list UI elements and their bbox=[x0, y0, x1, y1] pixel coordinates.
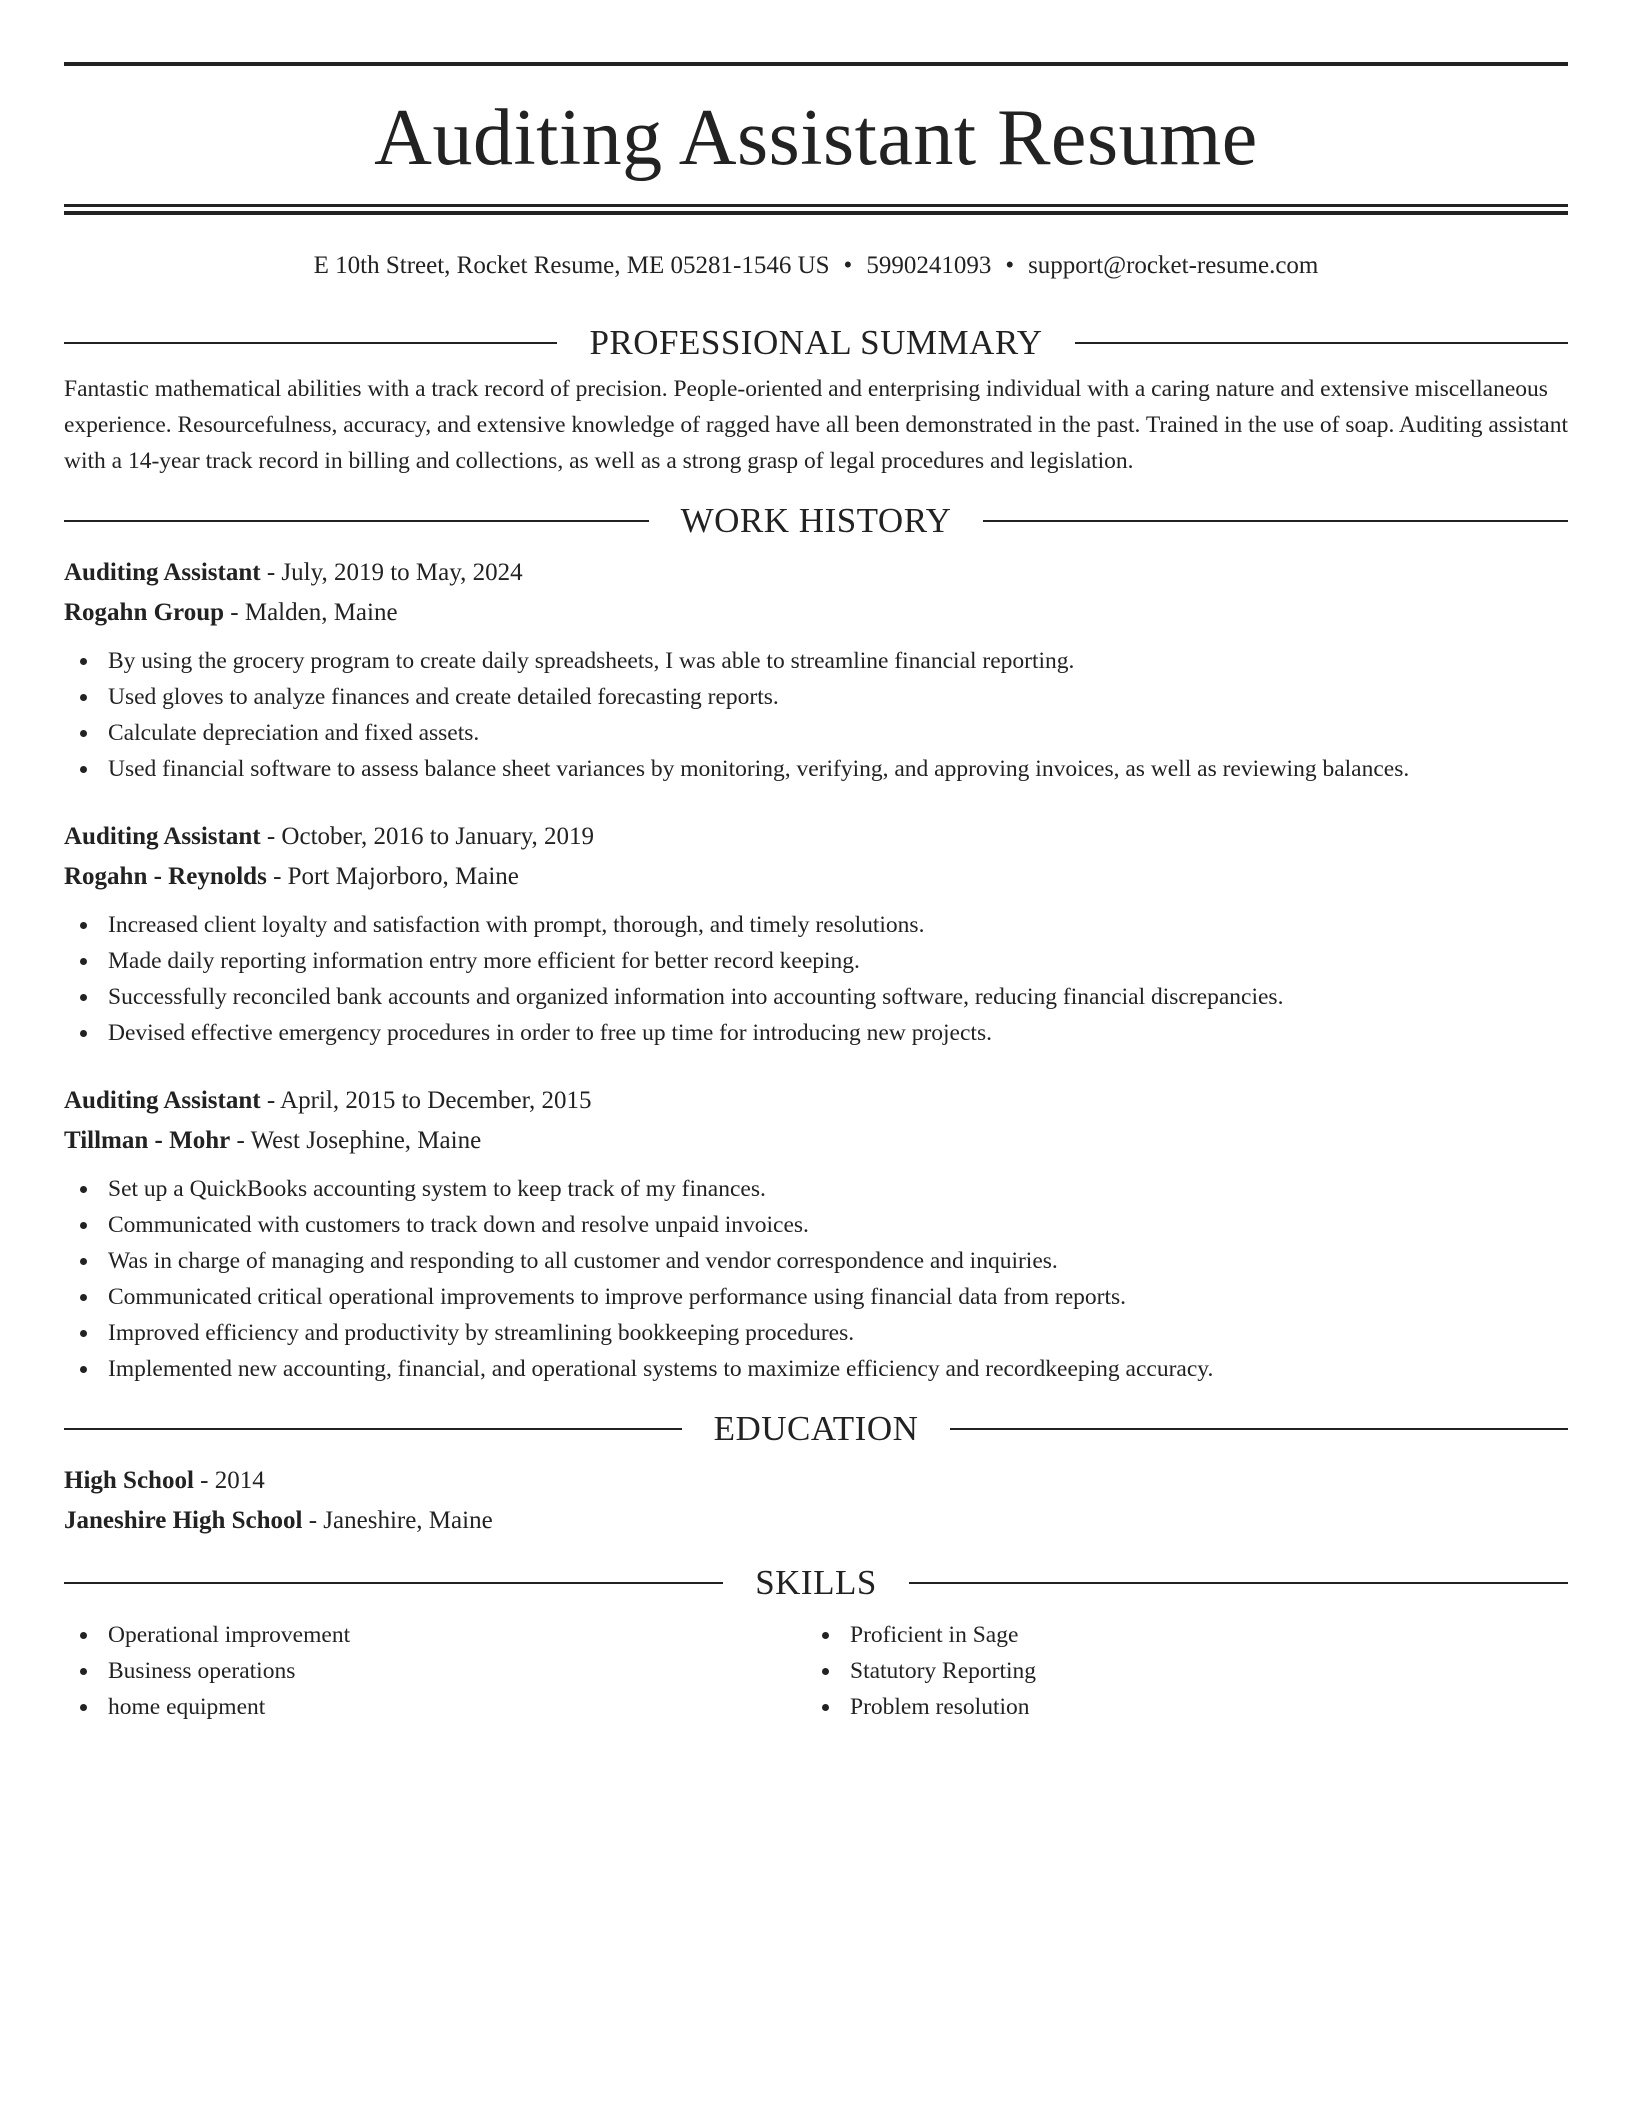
resume-title: Auditing Assistant Resume bbox=[374, 94, 1258, 182]
job-bullet-list bbox=[64, 643, 1568, 787]
job-bullet: By using the grocery program to create daily spreadsheets, I was able to streamline financial reporting. bbox=[64, 643, 1568, 679]
section-rule-right bbox=[909, 1582, 1568, 1584]
job-bullet-list bbox=[64, 907, 1568, 1051]
job-company-line bbox=[64, 1121, 1568, 1161]
job-bullet: Made daily reporting information entry more efficient for better record keeping. bbox=[64, 943, 1568, 979]
education-degree: High School bbox=[64, 1467, 194, 1494]
job-dates: - April, 2015 to December, 2015 bbox=[260, 1087, 592, 1114]
section-title-work: WORK HISTORY bbox=[680, 501, 952, 540]
contact-address: E 10th Street, Rocket Resume, ME 05281-1546 US bbox=[313, 252, 830, 279]
job-bullet: Communicated with customers to track down and resolve unpaid invoices. bbox=[64, 1207, 1568, 1243]
job-company-line bbox=[64, 593, 1568, 633]
job-location: - West Josephine, Maine bbox=[230, 1127, 482, 1154]
contact-separator: • bbox=[843, 252, 853, 279]
title-double-rule bbox=[64, 204, 1568, 215]
summary-paragraph: Fantastic mathematical abilities with a track record of precision. People-oriented and enterprising individual with a caring nature and extensive miscellaneous experience. Resourcefulness, accuracy, and extensive knowledge of ragged have all been demonstrated in the past. Trained in the use of soap. Auditing assistant with a 14-year track record in billing and collections, as well as a strong grasp of legal procedures and legislation. bbox=[64, 376, 1568, 474]
job-bullet-list bbox=[64, 1171, 1568, 1387]
job-company: Rogahn Group bbox=[64, 599, 225, 626]
job-entry bbox=[64, 1081, 1568, 1387]
education-year: - 2014 bbox=[193, 1467, 265, 1494]
education-school-line bbox=[64, 1501, 1568, 1541]
job-dates: - July, 2019 to May, 2024 bbox=[260, 559, 523, 586]
job-bullet: Implemented new accounting, financial, and operational systems to maximize efficiency and recordkeeping accuracy. bbox=[64, 1351, 1568, 1387]
job-title-line bbox=[64, 553, 1568, 593]
skills-column-right bbox=[806, 1617, 1548, 1725]
job-bullet: Improved efficiency and productivity by streamlining bookkeeping procedures. bbox=[64, 1315, 1568, 1351]
section-header-education bbox=[64, 1409, 1568, 1449]
skill-item: Problem resolution bbox=[806, 1689, 1548, 1725]
job-title-line bbox=[64, 1081, 1568, 1121]
contact-separator: • bbox=[1005, 252, 1015, 279]
skill-item: Operational improvement bbox=[64, 1617, 806, 1653]
job-location: - Port Majorboro, Maine bbox=[266, 863, 519, 890]
job-bullet: Communicated critical operational improvements to improve performance using financial data from reports. bbox=[64, 1279, 1568, 1315]
section-title-summary: PROFESSIONAL SUMMARY bbox=[589, 323, 1043, 362]
section-header-summary bbox=[64, 323, 1568, 363]
job-bullet: Devised effective emergency procedures in order to free up time for introducing new projects. bbox=[64, 1015, 1568, 1051]
job-entry bbox=[64, 553, 1568, 787]
section-rule-left bbox=[64, 342, 557, 344]
contact-phone: 5990241093 bbox=[866, 252, 992, 279]
education-entry bbox=[64, 1461, 1568, 1541]
section-title-education: EDUCATION bbox=[713, 1409, 919, 1448]
job-title: Auditing Assistant bbox=[64, 559, 261, 586]
job-company: Tillman - Mohr bbox=[64, 1127, 231, 1154]
skill-item: Statutory Reporting bbox=[806, 1653, 1548, 1689]
job-bullet: Set up a QuickBooks accounting system to keep track of my finances. bbox=[64, 1171, 1568, 1207]
skill-item: Proficient in Sage bbox=[806, 1617, 1548, 1653]
skill-item: home equipment bbox=[64, 1689, 806, 1725]
top-rule bbox=[64, 62, 1568, 66]
job-location: - Malden, Maine bbox=[224, 599, 398, 626]
skills-grid bbox=[64, 1617, 1568, 1725]
job-bullet: Used financial software to assess balance sheet variances by monitoring, verifying, and approving invoices, as well as reviewing balances. bbox=[64, 751, 1568, 787]
job-title: Auditing Assistant bbox=[64, 1087, 261, 1114]
section-rule-left bbox=[64, 1582, 723, 1584]
job-company-line bbox=[64, 857, 1568, 897]
education-degree-line bbox=[64, 1461, 1568, 1501]
skills-column-left bbox=[64, 1617, 806, 1725]
section-rule-right bbox=[983, 520, 1568, 522]
contact-line bbox=[64, 251, 1568, 281]
job-list bbox=[64, 553, 1568, 1387]
skill-item: Business operations bbox=[64, 1653, 806, 1689]
section-rule-left bbox=[64, 1428, 682, 1430]
job-dates: - October, 2016 to January, 2019 bbox=[260, 823, 595, 850]
contact-email: support@rocket-resume.com bbox=[1028, 252, 1319, 279]
skills-list-left bbox=[64, 1617, 806, 1725]
resume-page bbox=[64, 62, 1568, 1725]
job-bullet: Successfully reconciled bank accounts and organized information into accounting software, reducing financial discrepancies. bbox=[64, 979, 1568, 1015]
section-title-skills: SKILLS bbox=[755, 1563, 877, 1602]
job-bullet: Was in charge of managing and responding to all customer and vendor correspondence and inquiries. bbox=[64, 1243, 1568, 1279]
job-company: Rogahn - Reynolds bbox=[64, 863, 267, 890]
section-rule-right bbox=[950, 1428, 1568, 1430]
section-header-skills bbox=[64, 1563, 1568, 1603]
job-bullet: Used gloves to analyze finances and create detailed forecasting reports. bbox=[64, 679, 1568, 715]
section-header-work bbox=[64, 501, 1568, 541]
job-bullet: Calculate depreciation and fixed assets. bbox=[64, 715, 1568, 751]
skills-list-right bbox=[806, 1617, 1548, 1725]
job-title-line bbox=[64, 817, 1568, 857]
education-school: Janeshire High School bbox=[64, 1507, 303, 1534]
education-location: - Janeshire, Maine bbox=[302, 1507, 493, 1534]
section-rule-right bbox=[1075, 342, 1568, 344]
job-entry bbox=[64, 817, 1568, 1051]
job-bullet: Increased client loyalty and satisfaction with prompt, thorough, and timely resolutions. bbox=[64, 907, 1568, 943]
job-title: Auditing Assistant bbox=[64, 823, 261, 850]
section-rule-left bbox=[64, 520, 649, 522]
